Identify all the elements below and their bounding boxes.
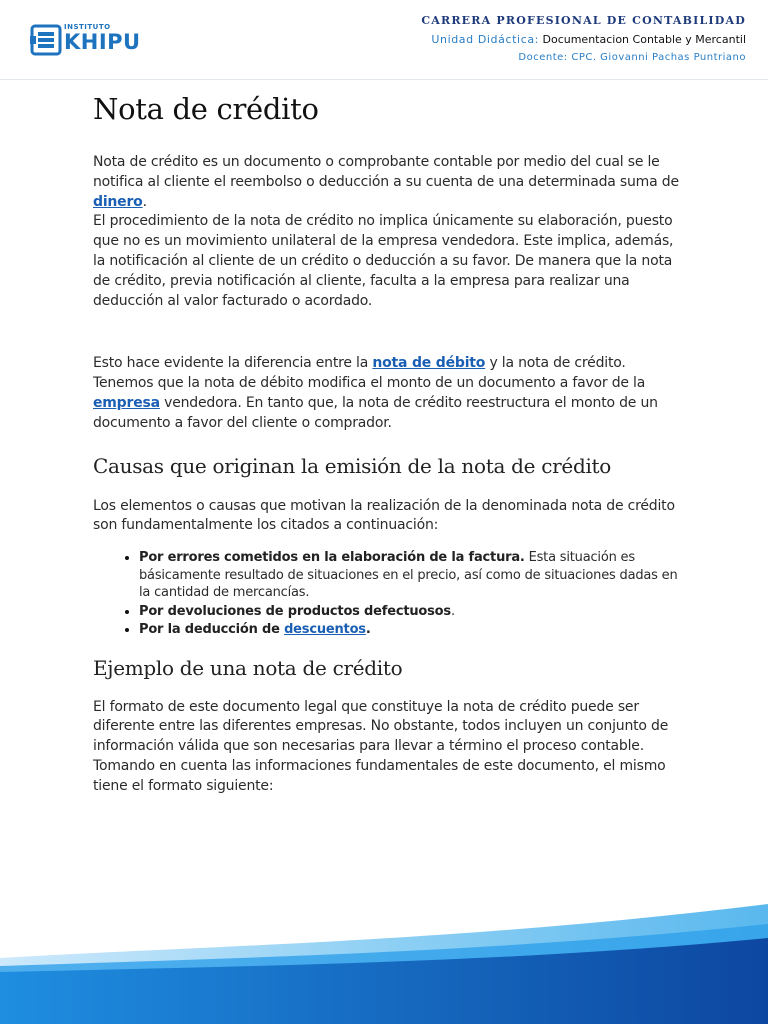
list-item (139, 603, 683, 621)
cause-3-bold: Por la deducción de (139, 622, 285, 638)
intro-text-c: El procedimiento de la nota de crédito no implica únicamente su elaboración, puesto que no es un movimiento unilateral de la empresa vendedora. Este implica, además, la notificación al cliente de un crédito o deducción a su favor. De manera que la nota de crédito, previa notificación al cliente, faculta a la empresa para realizar una deducción al valor facturado o acordado. (93, 213, 674, 309)
link-empresa[interactable]: empresa (93, 394, 160, 411)
logo-small-text: INSTITUTO (64, 23, 111, 31)
page-header (0, 0, 768, 80)
intro-paragraph (93, 153, 683, 311)
teacher-line: Docente: CPC. Giovanni Pachas Puntriano (518, 52, 746, 63)
header-divider (0, 79, 768, 80)
causes-heading: Causas que originan la emisión de la nota de crédito (93, 453, 612, 478)
link-dinero[interactable]: dinero (93, 193, 143, 210)
unit-label: Unidad Didáctica: (431, 33, 539, 46)
para2-text-c: vendedora. En tanto que, la nota de crédito reestructura el monto de un documento a favor del cliente o comprador. (93, 394, 658, 431)
cause-3-end: . (365, 622, 371, 638)
cause-1-text: Esta situación es básicamente resultado de situaciones en el precio, así como de situaciones dadas en la cantidad de mercancías. (139, 550, 678, 601)
para2-text-b: y la nota de crédito. Tenemos que la nota de débito modifica el monto de un documento a favor de la (93, 355, 646, 392)
document-body (93, 86, 683, 797)
para2-text-a: Esto hace evidente la diferencia entre la (93, 355, 373, 372)
intro-text-a: Nota de crédito es un documento o comprobante contable por medio del cual se le notifica al cliente el reembolso o deducción a su cuenta de una determinada suma de (93, 154, 679, 190)
logo-wordmark: KHIPU (64, 30, 141, 54)
example-heading: Ejemplo de una nota de crédito (93, 655, 403, 680)
career-title: CARRERA PROFESIONAL DE CONTABILIDAD (421, 14, 746, 27)
institute-logo (30, 22, 145, 58)
khipu-logo-icon (30, 23, 62, 57)
cause-2-text: . (450, 603, 455, 619)
list-item (139, 621, 683, 639)
footer-wave-decoration (0, 900, 768, 1024)
page-title: Nota de crédito (93, 92, 319, 126)
intro-text-b: . (142, 193, 147, 210)
link-nota-debito[interactable]: nota de débito (372, 355, 486, 372)
example-paragraph: El formato de este documento legal que constituye la nota de crédito puede ser diferente entre las diferentes empresas. No obstante, todos incluyen un conjunto de información válida que son necesarias para llevar a término el proceso contable. Tomando en cuenta las informaciones fundamentales de este documento, el mismo tiene el formato siguiente: (93, 698, 669, 794)
causes-intro: Los elementos o causas que motivan la realización de la denominada nota de crédito son fundamentalmente los citados a continuación: (93, 497, 675, 534)
difference-paragraph (93, 354, 683, 433)
link-descuentos[interactable]: descuentos (284, 622, 366, 638)
unit-value: Documentacion Contable y Mercantil (539, 33, 746, 46)
list-item (139, 549, 683, 602)
cause-2-bold: Por devoluciones de productos defectuosos (139, 603, 451, 619)
causes-list (93, 549, 683, 639)
cause-1-bold: Por errores cometidos en la elaboración de la factura. (139, 550, 525, 566)
unit-line (431, 33, 746, 46)
